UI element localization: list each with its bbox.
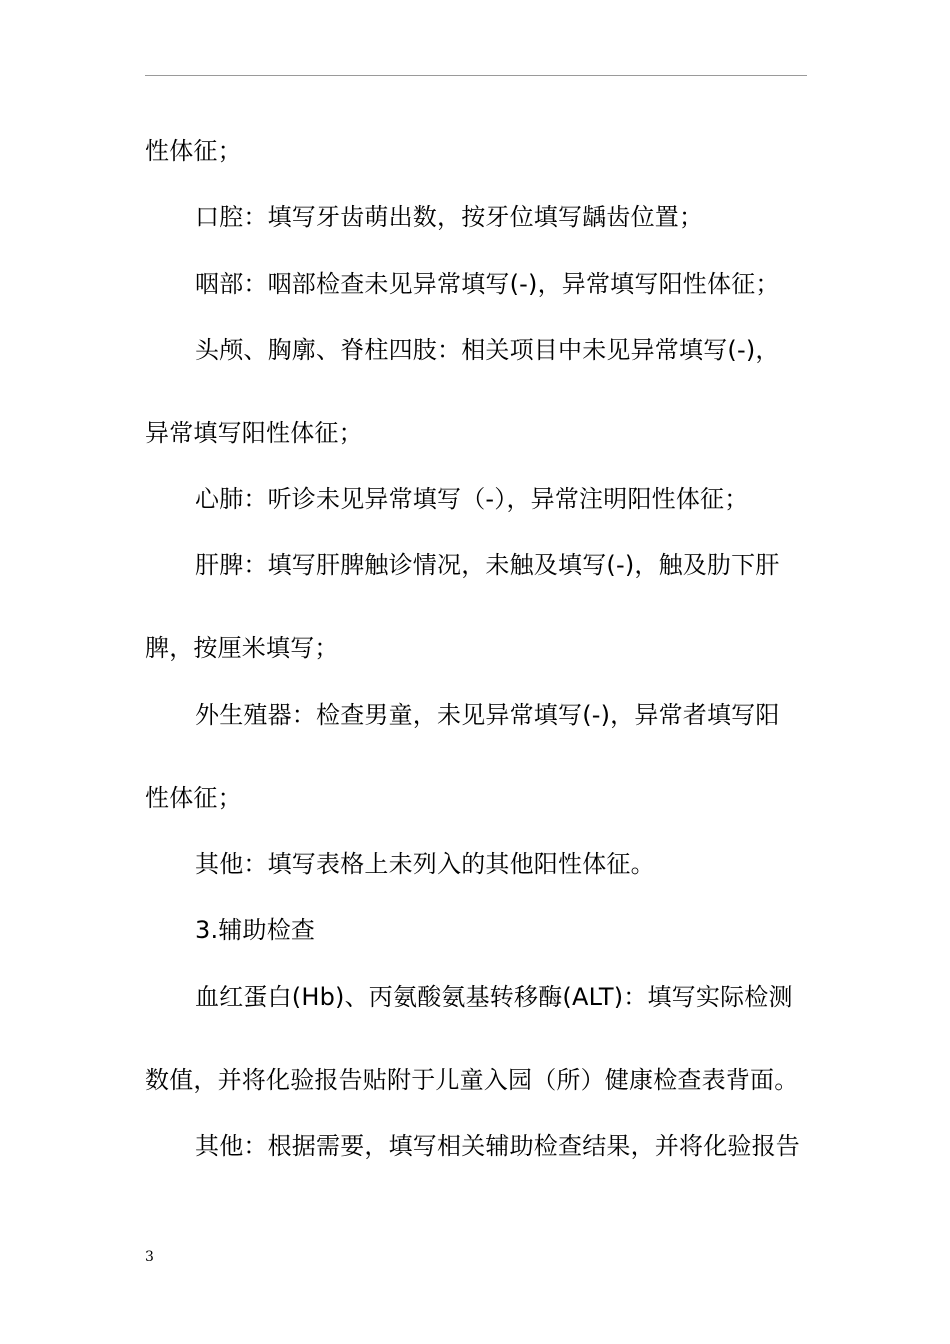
text-line-15: 其他：根据需要，填写相关辅助检查结果，并将化验报告 [195,1132,800,1160]
text-line-6: 心肺：听诊未见异常填写（-），异常注明阳性体征； [195,485,749,513]
text-line-5: 异常填写阳性体征； [145,419,363,447]
text-line-14: 数值，并将化验报告贴附于儿童入园（所）健康检查表背面。 [145,1066,799,1094]
text-line-13: 血红蛋白(Hb)、丙氨酸氨基转移酶(ALT)：填写实际检测 [195,983,793,1011]
text-line-4: 头颅、胸廓、脊柱四肢：相关项目中未见异常填写(-)， [195,336,780,364]
text-line-10: 性体征； [145,784,242,812]
text-line-1: 性体征； [145,137,242,165]
text-line-2: 口腔：填写牙齿萌出数，按牙位填写龋齿位置； [195,203,704,231]
text-line-7: 肝脾：填写肝脾触诊情况，未触及填写(-)，触及肋下肝 [195,551,780,579]
header-rule [145,75,807,76]
page-number: 3 [145,1249,154,1265]
text-line-3: 咽部：咽部检查未见异常填写(-)，异常填写阳性体征； [195,270,780,298]
text-line-8: 脾，按厘米填写； [145,634,339,662]
text-line-9: 外生殖器：检查男童，未见异常填写(-)，异常者填写阳 [195,701,780,729]
section-heading: 3.辅助检查 [195,916,316,944]
text-line-11: 其他：填写表格上未列入的其他阳性体征。 [195,850,655,878]
